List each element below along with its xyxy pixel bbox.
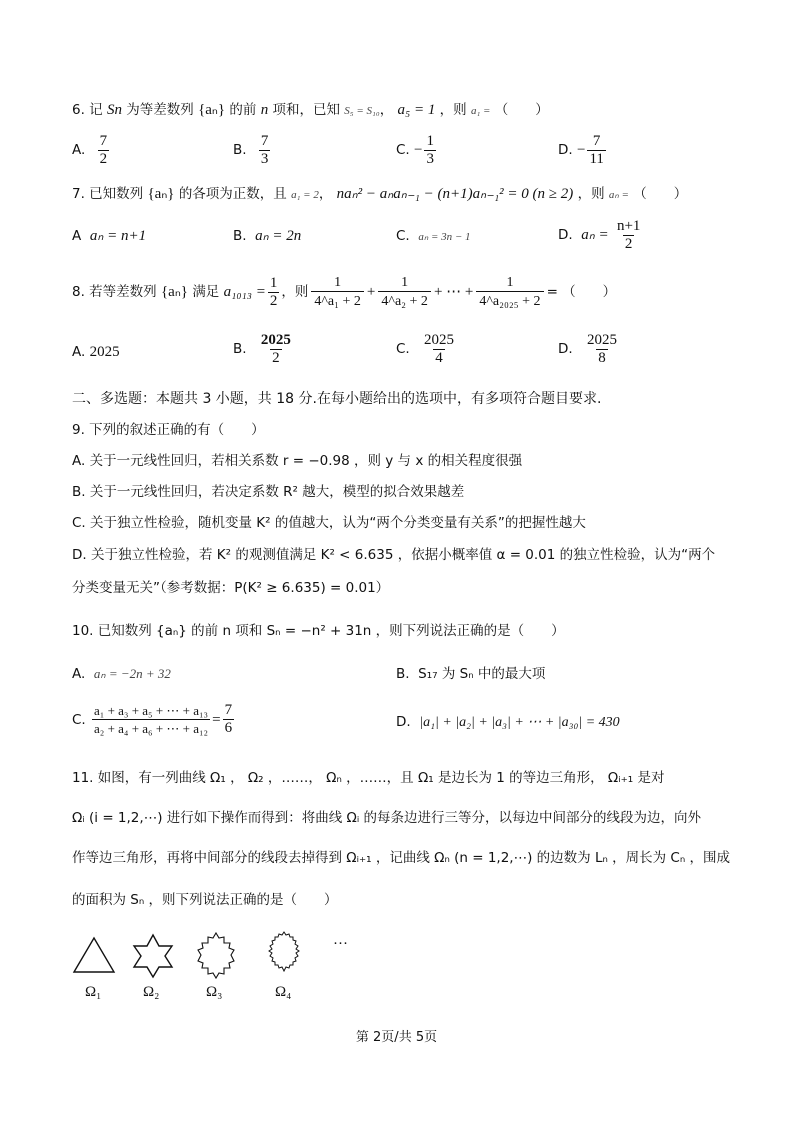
q7-option-a: A aₙ = n+1: [72, 228, 147, 244]
q6-stem: 6. 记 Sn 为等差数列 {aₙ} 的前 n 项和，已知 S₅ = S₁₀， a₅ = 1 ，则 a₁ = （ ）: [72, 102, 549, 118]
q7-option-d: D. aₙ = $\frac{n+1}{2}$: [558, 218, 641, 252]
q10-option-c: C. $\frac{\text{a₁ + a₃ + a₅ + ⋯ + a₁₃}}{\text{a₂ + a₄ + a₆ + ⋯ + a₁₂}}$ = $\frac{7}{6}$: [72, 702, 233, 736]
q9-option-d-line2: 分类变量无关”（参考数据：P(K² ≥ 6.635) = 0.01）: [72, 580, 390, 596]
q11-line4: 的面积为 Sₙ ，则下列说法正确的是（ ）: [72, 892, 338, 908]
q6-sn: Sn: [106, 102, 122, 118]
section-2-heading: 二、多选题：本题共 3 小题，共 18 分.在每小题给出的选项中，有多项符合题目要求.: [72, 391, 602, 407]
q10-option-a: A. aₙ = −2n + 32: [72, 666, 171, 682]
q7-option-b: B. aₙ = 2n: [233, 228, 302, 244]
q9-option-c: C. 关于独立性检验，随机变量 K² 的值越大，认为“两个分类变量有关系”的把握性越大: [72, 515, 586, 531]
q11-line3: 作等边三角形，再将中间部分的线段去掉得到 Ωᵢ₊₁ ，记曲线 Ωₙ (n = 1,2,⋯) 的边数为 Lₙ ，周长为 Cₙ ，围成: [72, 850, 731, 866]
q9-option-b: B. 关于一元线性回归，若决定系数 R² 越大，模型的拟合效果越差: [72, 484, 465, 500]
q9-option-d-line1: D. 关于独立性检验，若 K² 的观测值满足 K² < 6.635 ，依据小概率值 α = 0.01 的独立性检验，认为“两个: [72, 547, 716, 563]
q11-line2: Ωᵢ (i = 1,2,⋯) 进行如下操作而得到：将曲线 Ωᵢ 的每条边进行三等分，以每边中间部分的线段为边，向外: [72, 810, 702, 826]
label-omega-4: Ω₄: [275, 984, 292, 1000]
q8-option-b: B. $\frac{2025}{2}$: [233, 332, 291, 366]
label-omega-1: Ω₁: [85, 984, 102, 1000]
q10-option-d: D. |a₁| + |a₂| + |a₃| + ⋯ + |a₃₀| = 430: [396, 714, 620, 730]
q10-stem: 10. 已知数列 {aₙ} 的前 n 项和 Sₙ = −n² + 31n ，则下列说法正确的是（ ）: [72, 623, 565, 639]
figure-ellipsis: ···: [333, 936, 348, 952]
q6-option-d: D. − $\frac{7}{11}$: [558, 133, 604, 167]
label-omega-2: Ω₂: [143, 984, 160, 1000]
q8-stem: 8. 若等差数列 {aₙ} 满足 a₁₀₁₃ = $\frac{1}{2}$ ，则 1 4^a₁ + 2 + $\frac{1}{\text{4\textasciicircum{}a₂ + 2}}$ + ⋯ + $\frac{1}{\text{4\textasciicircum{}a₂₀₂₅ + 2}}$ = （ ）: [72, 274, 617, 309]
page-footer: 第 2页/共 5页: [355, 1030, 438, 1045]
q8-option-a: A. 2025: [72, 344, 120, 360]
label-omega-3: Ω₃: [206, 984, 223, 1000]
omega-4-snowflake: [269, 932, 299, 971]
q6-option-c: C. − $\frac{1}{3}$: [396, 133, 434, 167]
q8-option-c: C. $\frac{2025}{4}$: [396, 332, 455, 366]
omega-2-star: [134, 935, 172, 977]
q6-option-a: A. $\frac{7}{2}$: [72, 133, 108, 167]
q9-stem: 9. 下列的叙述正确的有（ ）: [72, 422, 265, 438]
q11-line1: 11. 如图，有一列曲线 Ω₁ ， Ω₂ ，……， Ωₙ ，……，且 Ω₁ 是边长为 1 的等边三角形， Ωᵢ₊₁ 是对: [72, 770, 665, 786]
q6-option-b: B. $\frac{7}{3}$: [233, 133, 269, 167]
q7-stem: 7. 已知数列 {aₙ} 的各项为正数，且 a₁ = 2， naₙ² − aₙaₙ₋₁ − (n+1)aₙ₋₁² = 0 (n ≥ 2) ，则 aₙ = （ ）: [72, 186, 688, 202]
omega-1-triangle: [74, 938, 114, 972]
q8-option-d: D. $\frac{2025}{8}$: [558, 332, 617, 366]
q10-option-b: B. S₁₇ 为 Sₙ 中的最大项: [396, 666, 546, 682]
q9-option-a: A. 关于一元线性回归，若相关系数 r = −0.98 ，则 y 与 x 的相关程度很强: [72, 453, 523, 469]
koch-curves-figure: [66, 930, 366, 980]
omega-3-snowflake: [198, 933, 234, 978]
q7-option-c: C. aₙ = 3n − 1: [396, 228, 471, 244]
